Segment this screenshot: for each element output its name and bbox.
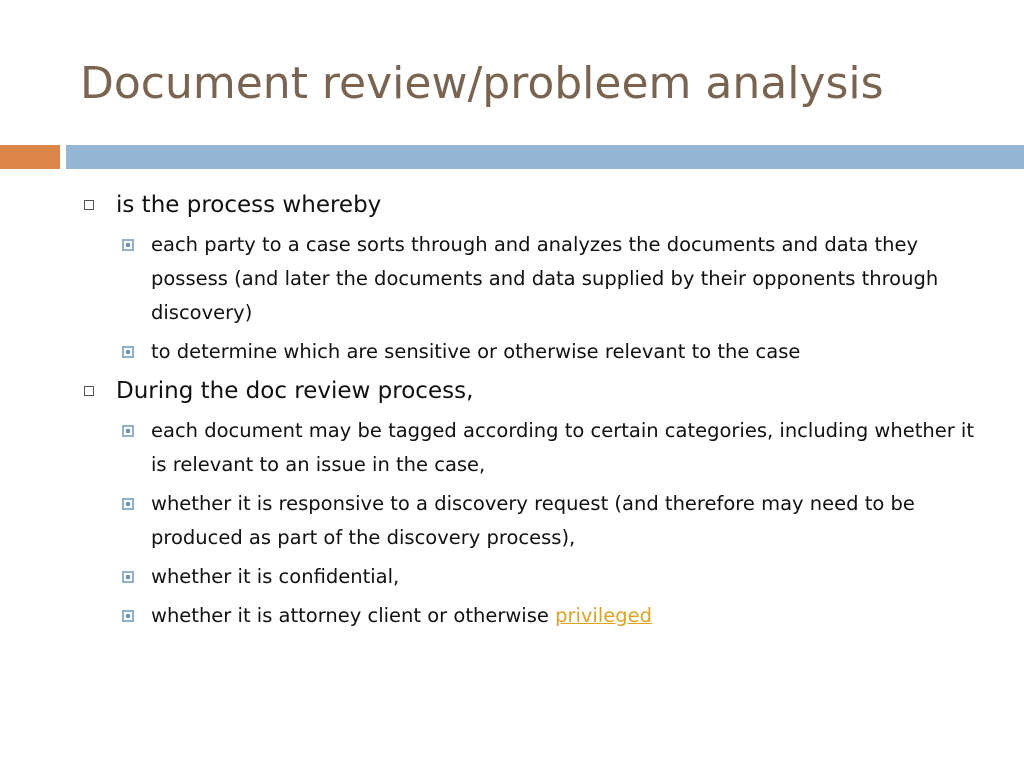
privileged-link[interactable]: privileged	[555, 604, 653, 627]
sub-bullet-text: whether it is confidential,	[151, 565, 400, 588]
sub-bullet-item	[114, 228, 980, 330]
framed-square-icon	[122, 571, 134, 583]
framed-square-icon	[122, 239, 134, 251]
hollow-square-icon	[84, 386, 94, 396]
sub-bullet-item	[114, 414, 980, 482]
sub-bullet-text: to determine which are sensitive or otherwise relevant to the case	[151, 340, 801, 363]
sub-bullet-text: each document may be tagged according to certain categories, including whether it is relevant to an issue in the case,	[151, 419, 974, 476]
bullet-list	[80, 188, 980, 638]
bullet-item	[80, 188, 980, 222]
framed-square-icon	[122, 346, 134, 358]
slide-title: Document review/probleem analysis	[80, 58, 884, 109]
sub-bullet-text: whether it is attorney client or otherwise	[151, 604, 556, 627]
hollow-square-icon	[84, 200, 94, 210]
accent-bar-blue	[66, 145, 1024, 169]
sub-bullet-text: whether it is responsive to a discovery request (and therefore may need to be produced as part of the discovery process),	[151, 492, 915, 549]
sub-bullet-item	[114, 487, 980, 555]
sub-bullet-item	[114, 335, 980, 369]
framed-square-icon	[122, 425, 134, 437]
sub-bullet-text: each party to a case sorts through and analyzes the documents and data they possess (and later the documents and data supplied by their opponents through discovery)	[151, 233, 939, 324]
bullet-text: During the doc review process,	[116, 378, 474, 404]
framed-square-icon	[122, 610, 134, 622]
sub-bullet-item	[114, 599, 980, 633]
bullet-text: is the process whereby	[116, 192, 382, 218]
sub-bullet-item	[114, 560, 980, 594]
accent-bar-orange	[0, 145, 60, 169]
bullet-item	[80, 374, 980, 408]
framed-square-icon	[122, 498, 134, 510]
